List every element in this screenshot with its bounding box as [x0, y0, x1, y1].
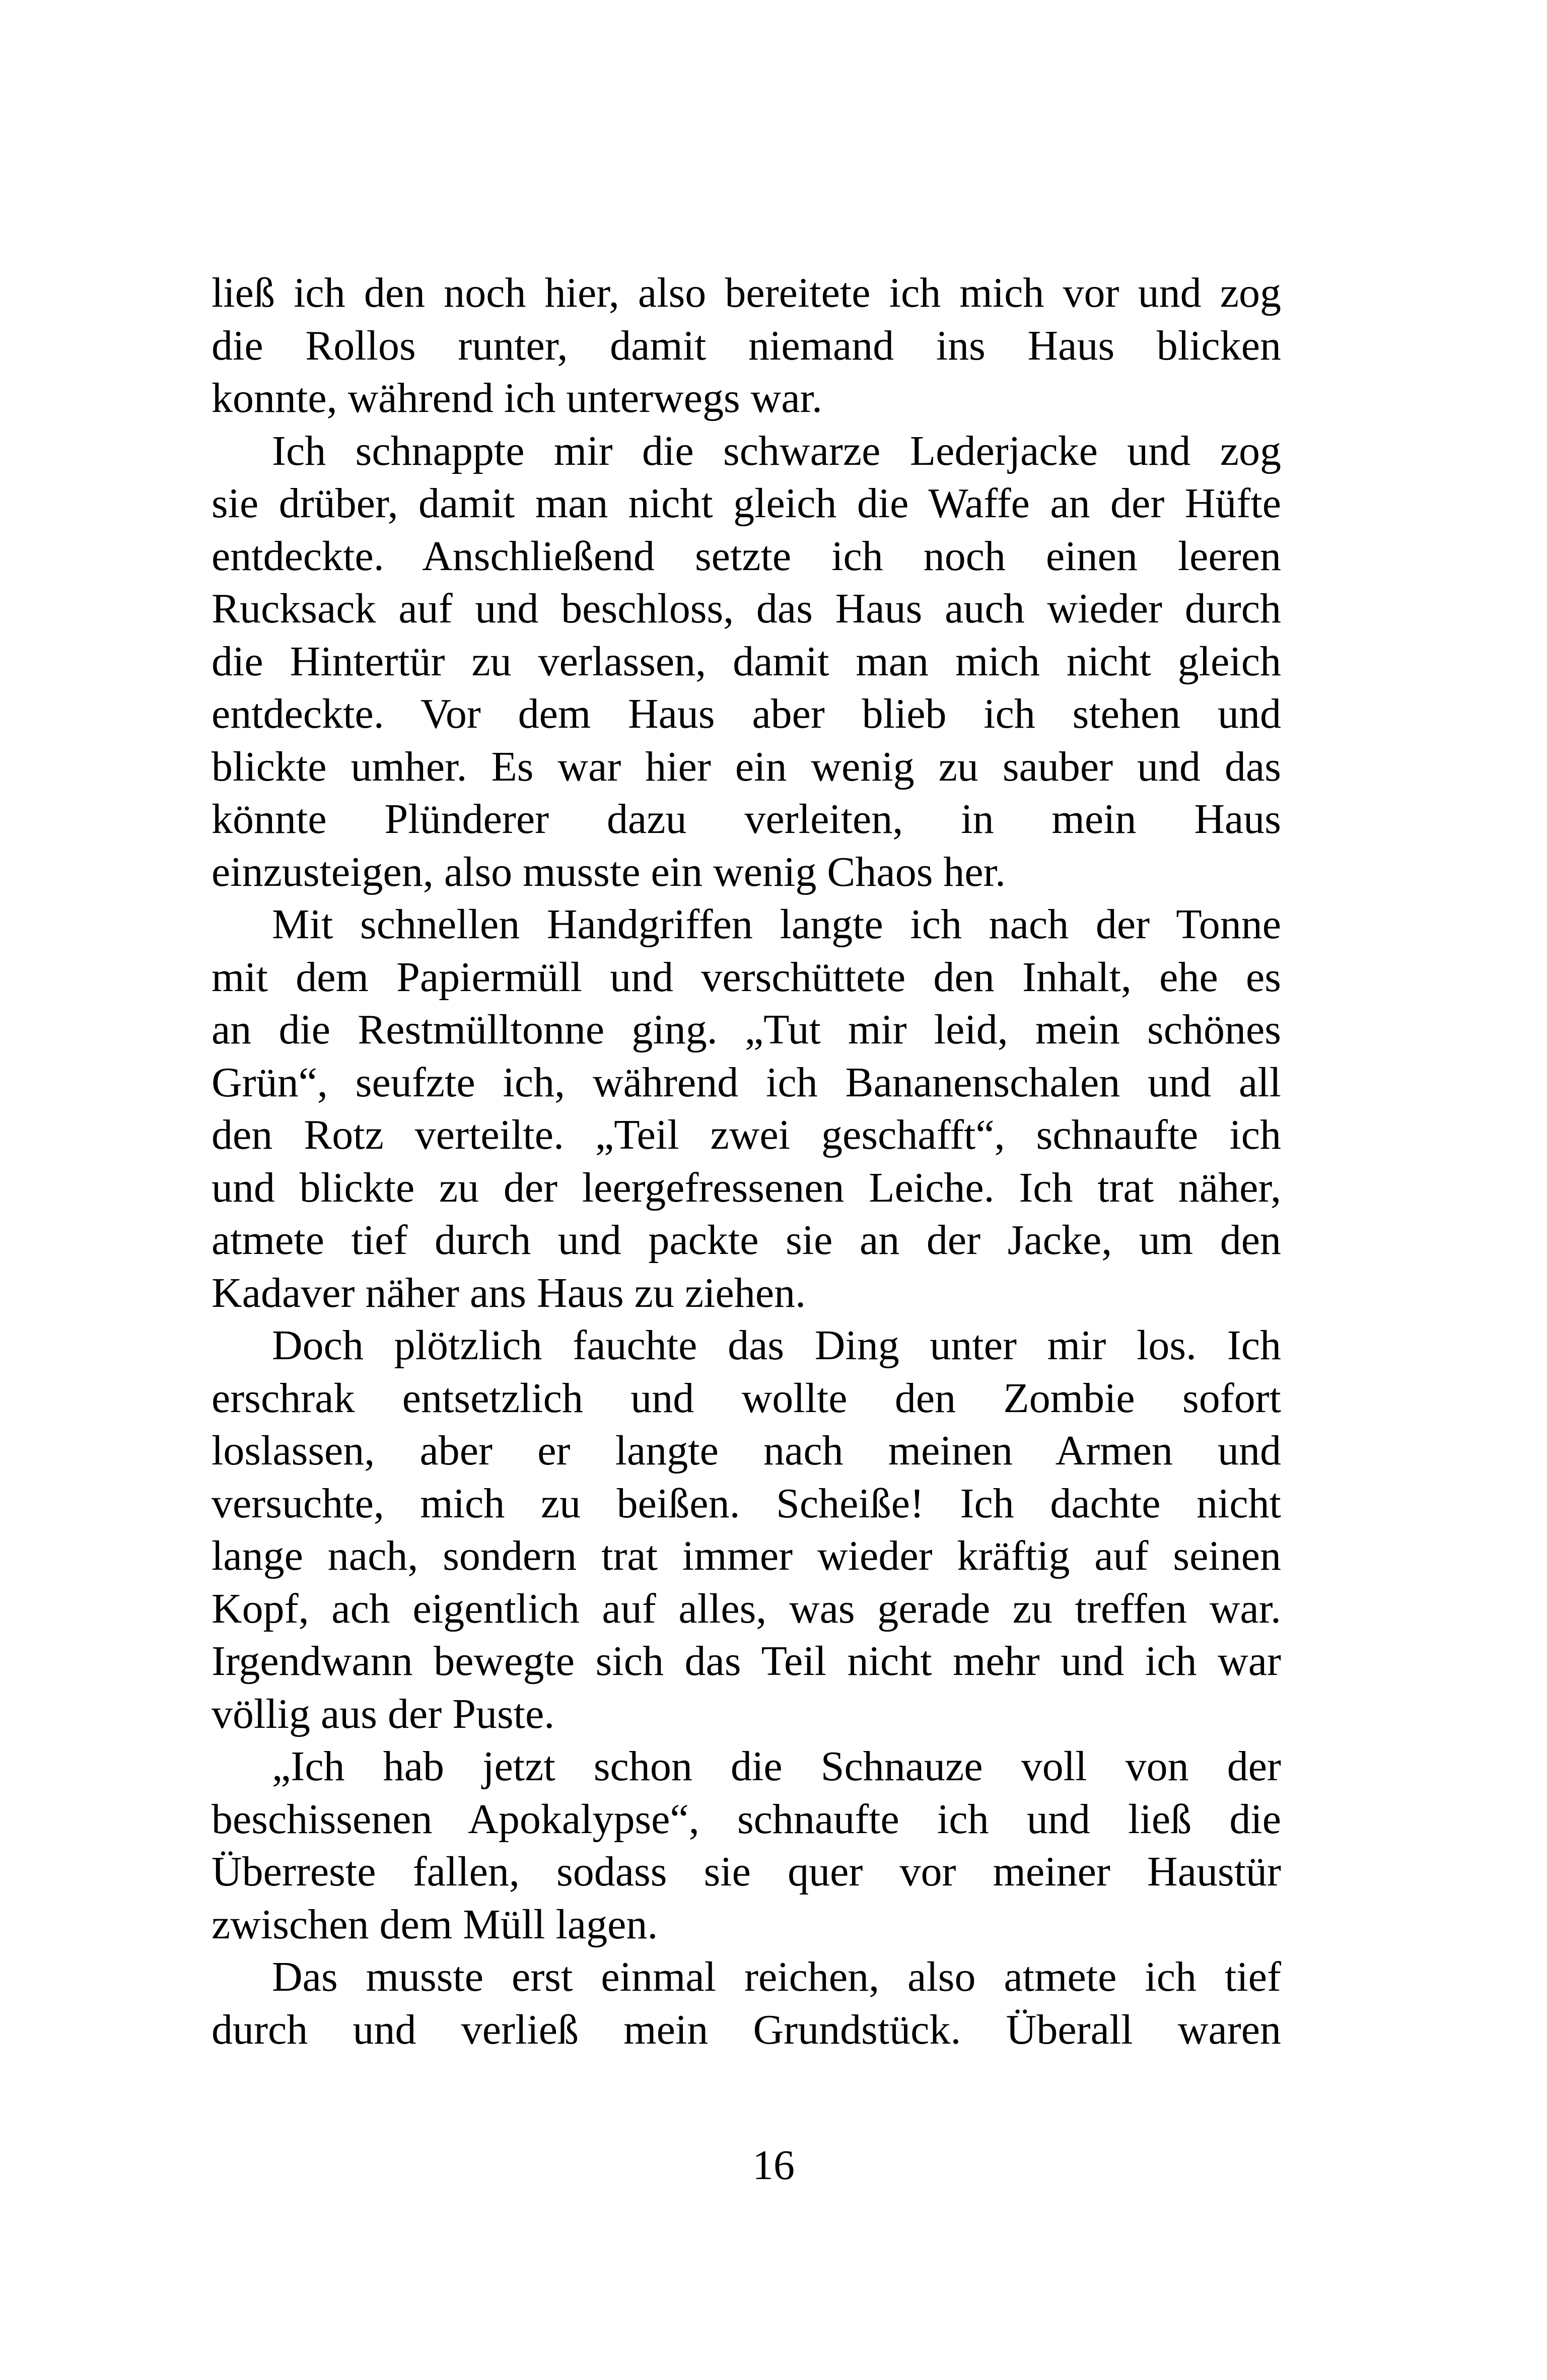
text-line: die Rollos runter, damit niemand ins Haus blicken: [212, 322, 1281, 369]
text-line: völlig aus der Puste.: [212, 1690, 555, 1737]
text-line: Kopf, ach eigentlich auf alles, was gerade zu treffen war.: [212, 1585, 1281, 1632]
text-line: einzusteigen, also musste ein wenig Chaos her.: [212, 848, 1006, 895]
text-line: könnte Plünderer dazu verleiten, in mein Haus: [212, 796, 1281, 843]
text-line: sie drüber, damit man nicht gleich die Waffe an der Hüfte: [212, 480, 1281, 527]
text-line: und blickte zu der leergefressenen Leiche. Ich trat näher,: [212, 1164, 1281, 1211]
text-line: erschrak entsetzlich und wollte den Zombie sofort: [212, 1374, 1281, 1422]
text-line: Das musste erst einmal reichen, also atmete ich tief: [272, 1953, 1281, 2000]
text-line: entdeckte. Vor dem Haus aber blieb ich stehen und: [212, 690, 1281, 737]
text-line: zwischen dem Müll lagen.: [212, 1901, 658, 1948]
text-line: Irgendwann bewegte sich das Teil nicht mehr und ich war: [212, 1638, 1281, 1685]
text-line: ließ ich den noch hier, also bereitete ich mich vor und zog: [212, 269, 1281, 316]
text-line: Überreste fallen, sodass sie quer vor meiner Haustür: [212, 1848, 1281, 1895]
text-line: atmete tief durch und packte sie an der Jacke, um den: [212, 1217, 1281, 1264]
page-number: 16: [752, 2142, 795, 2189]
text-line: die Hintertür zu verlassen, damit man mich nicht gleich: [212, 638, 1281, 685]
text-line: lange nach, sondern trat immer wieder kräftig auf seinen: [212, 1532, 1281, 1579]
text-line: Ich schnappte mir die schwarze Lederjacke und zog: [272, 427, 1281, 474]
text-line: blickte umher. Es war hier ein wenig zu sauber und das: [212, 743, 1281, 790]
text-line: Doch plötzlich fauchte das Ding unter mir los. Ich: [272, 1322, 1281, 1369]
text-line: beschissenen Apokalypse“, schnaufte ich und ließ die: [212, 1795, 1281, 1843]
text-line: mit dem Papiermüll und verschüttete den Inhalt, ehe es: [212, 953, 1281, 1001]
body-text: [212, 267, 1281, 2056]
text-line: Kadaver näher ans Haus zu ziehen.: [212, 1269, 806, 1316]
text-line: Grün“, seufzte ich, während ich Bananenschalen und all: [212, 1059, 1281, 1106]
text-line: loslassen, aber er langte nach meinen Armen und: [212, 1427, 1281, 1474]
text-line: konnte, während ich unterwegs war.: [212, 375, 822, 422]
text-line: versuchte, mich zu beißen. Scheiße! Ich dachte nicht: [212, 1480, 1281, 1527]
text-line: „Ich hab jetzt schon die Schnauze voll von der: [272, 1743, 1281, 1790]
text-line: durch und verließ mein Grundstück. Überall waren: [212, 2006, 1281, 2053]
text-line: den Rotz verteilte. „Teil zwei geschafft“, schnaufte ich: [212, 1111, 1281, 1158]
text-line: an die Restmülltonne ging. „Tut mir leid, mein schönes: [212, 1006, 1281, 1053]
text-line: Rucksack auf und beschloss, das Haus auch wieder durch: [212, 585, 1281, 632]
text-line: entdeckte. Anschließend setzte ich noch einen leeren: [212, 532, 1281, 580]
text-line: Mit schnellen Handgriffen langte ich nach der Tonne: [272, 901, 1281, 948]
